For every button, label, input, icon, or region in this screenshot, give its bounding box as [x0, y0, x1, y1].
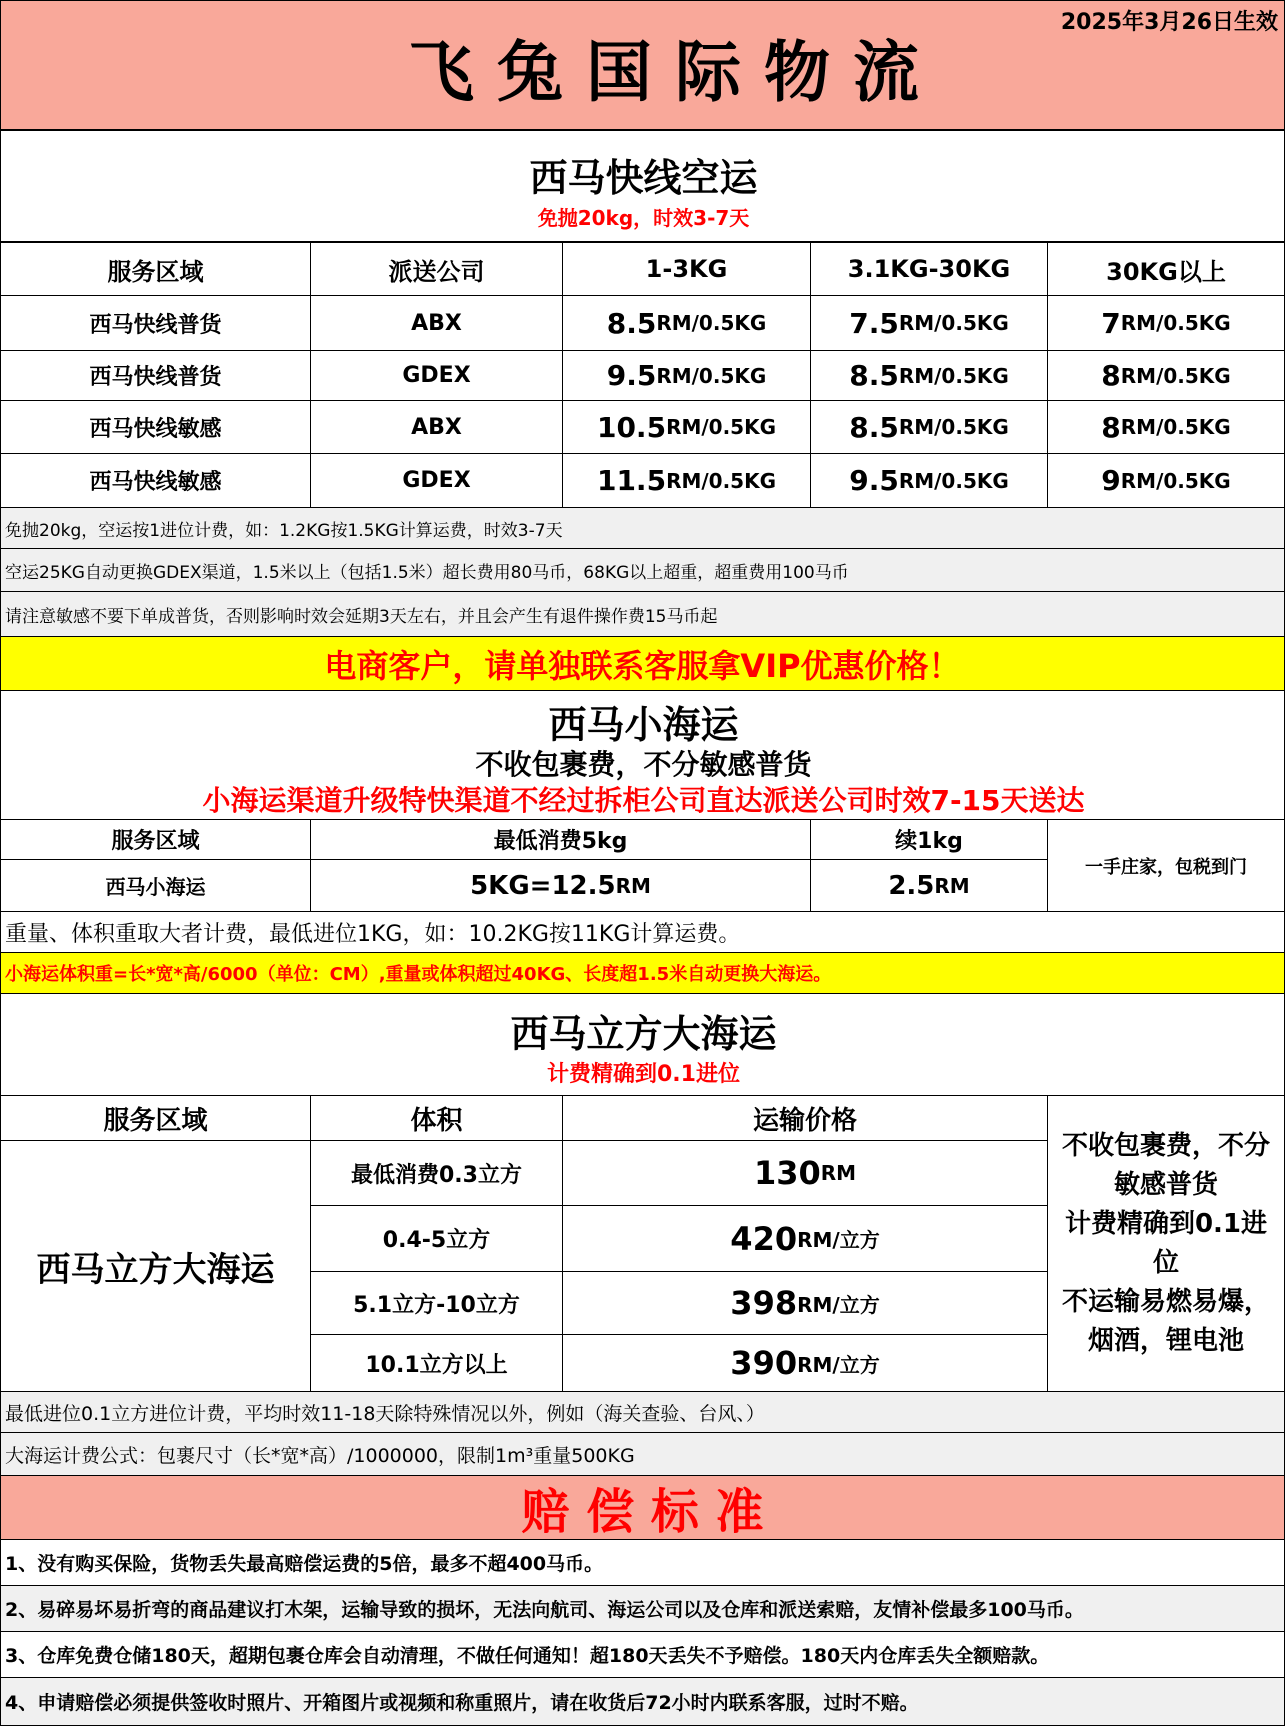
big-sea-price: 130 RM — [562, 1140, 1048, 1206]
air-row-region: 西马快线敏感 — [0, 400, 311, 454]
big-sea-volume: 最低消费0.3立方 — [310, 1140, 563, 1206]
big-sea-col-header-volume: 体积 — [310, 1095, 563, 1141]
small-sea-title: 西马小海运 — [548, 702, 739, 747]
small-sea-header — [0, 690, 1285, 820]
small-sea-min-price: 5KG=12.5 RM — [310, 859, 811, 912]
air-row-region: 西马快线普货 — [0, 350, 311, 401]
big-sea-col-header-price: 运输价格 — [562, 1095, 1048, 1141]
air-row-price-2: 8.5 RM/0.5KG — [810, 350, 1048, 401]
header-banner — [0, 0, 1285, 130]
big-sea-volume: 0.4-5立方 — [310, 1205, 563, 1272]
air-row-price-2: 9.5 RM/0.5KG — [810, 453, 1048, 508]
big-sea-side-note: 不收包裹费，不分 敏感普货 计费精确到0.1进 位 不运输易燃易爆， 烟酒，锂电池 — [1047, 1095, 1285, 1392]
small-sea-subtitle: 不收包裹费，不分敏感普货 — [475, 748, 812, 781]
compensation-item-4: 4、申请赔偿必须提供签收时照片、开箱图片或视频和称重照片，请在收货后72小时内联系客服，过时不赔。 — [0, 1677, 1285, 1726]
big-sea-price: 390 RM/立方 — [562, 1334, 1048, 1392]
page-title: 飞 兔 国 际 物 流 — [408, 33, 919, 111]
big-sea-header — [0, 993, 1285, 1096]
air-row-company: ABX — [310, 295, 563, 351]
air-row-company: GDEX — [310, 453, 563, 508]
big-sea-subtitle: 计费精确到0.1进位 — [547, 1061, 740, 1087]
small-sea-highlight: 小海运渠道升级特快渠道不经过拆柜公司直达派送公司时效7-15天送达 — [202, 784, 1085, 817]
big-sea-price: 420 RM/立方 — [562, 1205, 1048, 1272]
big-sea-price: 398 RM/立方 — [562, 1271, 1048, 1335]
big-sea-note-2: 大海运计费公式：包裹尺寸（长*宽*高）/1000000，限制1m³重量500KG — [0, 1432, 1285, 1476]
air-note-2: 空运25KG自动更换GDEX渠道，1.5米以上（包括1.5米）超长费用80马币，68KG以上超重，超重费用100马币 — [0, 548, 1285, 592]
air-row-price-1: 9.5 RM/0.5KG — [562, 350, 811, 401]
air-row-price-1: 8.5 RM/0.5KG — [562, 295, 811, 351]
small-sea-note-1: 重量、体积重取大者计费，最低进位1KG，如：10.2KG按11KG计算运费。 — [0, 911, 1285, 953]
air-row-price-1: 11.5 RM/0.5KG — [562, 453, 811, 508]
air-col-header-company: 派送公司 — [310, 242, 563, 296]
vip-banner: 电商客户，请单独联系客服拿VIP优惠价格！ — [0, 636, 1285, 691]
air-note-1: 免抛20kg，空运按1进位计费，如：1.2KG按1.5KG计算运费，时效3-7天 — [0, 507, 1285, 549]
small-sea-region: 西马小海运 — [0, 859, 311, 912]
big-sea-volume: 5.1立方-10立方 — [310, 1271, 563, 1335]
air-col-header-3-30kg: 3.1KG-30KG — [810, 242, 1048, 296]
compensation-item-3: 3、仓库免费仓储180天，超期包裹仓库会自动清理，不做任何通知！超180天丢失不予赔偿。180天内仓库丢失全额赔款。 — [0, 1631, 1285, 1678]
big-sea-volume: 10.1立方以上 — [310, 1334, 563, 1392]
big-sea-region: 西马立方大海运 — [0, 1140, 311, 1392]
small-sea-extra-price: 2.5 RM — [810, 859, 1048, 912]
air-subtitle: 免抛20kg，时效3-7天 — [537, 205, 750, 230]
air-row-price-1: 10.5 RM/0.5KG — [562, 400, 811, 454]
compensation-item-1: 1、没有购买保险，货物丢失最高赔偿运费的5倍，最多不超400马币。 — [0, 1539, 1285, 1586]
small-sea-side-note: 一手庄家，包税到门 — [1047, 819, 1285, 912]
air-row-price-3: 7 RM/0.5KG — [1047, 295, 1285, 351]
air-title: 西马快线空运 — [529, 155, 758, 200]
air-col-header-region: 服务区域 — [0, 242, 311, 296]
small-sea-col-header-extra: 续1kg — [810, 819, 1048, 860]
big-sea-col-header-region: 服务区域 — [0, 1095, 311, 1141]
small-sea-col-header-region: 服务区域 — [0, 819, 311, 860]
air-row-price-2: 8.5 RM/0.5KG — [810, 400, 1048, 454]
air-row-price-3: 9 RM/0.5KG — [1047, 453, 1285, 508]
air-row-region: 西马快线普货 — [0, 295, 311, 351]
effective-date: 2025年3月26日生效 — [1060, 10, 1278, 35]
compensation-title: 赔 偿 标 准 — [0, 1475, 1285, 1540]
air-col-header-30kg-plus: 30KG以上 — [1047, 242, 1285, 296]
small-sea-note-2: 小海运体积重=长*宽*高/6000（单位：CM）,重量或体积超过40KG、长度超1.5米自动更换大海运。 — [0, 952, 1285, 994]
air-col-header-1-3kg: 1-3KG — [562, 242, 811, 296]
air-row-region: 西马快线敏感 — [0, 453, 311, 508]
air-row-price-3: 8 RM/0.5KG — [1047, 350, 1285, 401]
compensation-item-2: 2、易碎易坏易折弯的商品建议打木架，运输导致的损坏，无法向航司、海运公司以及仓库和派送索赔，友情补偿最多100马币。 — [0, 1585, 1285, 1632]
air-note-3: 请注意敏感不要下单成普货，否则影响时效会延期3天左右，并且会产生有退件操作费15马币起 — [0, 591, 1285, 637]
air-section-header — [0, 130, 1285, 242]
air-row-company: GDEX — [310, 350, 563, 401]
air-row-price-2: 7.5 RM/0.5KG — [810, 295, 1048, 351]
big-sea-title: 西马立方大海运 — [510, 1011, 777, 1056]
big-sea-note-1: 最低进位0.1立方进位计费，平均时效11-18天除特殊情况以外，例如（海关查验、台风、） — [0, 1391, 1285, 1433]
small-sea-col-header-min: 最低消费5kg — [310, 819, 811, 860]
air-row-company: ABX — [310, 400, 563, 454]
air-row-price-3: 8 RM/0.5KG — [1047, 400, 1285, 454]
